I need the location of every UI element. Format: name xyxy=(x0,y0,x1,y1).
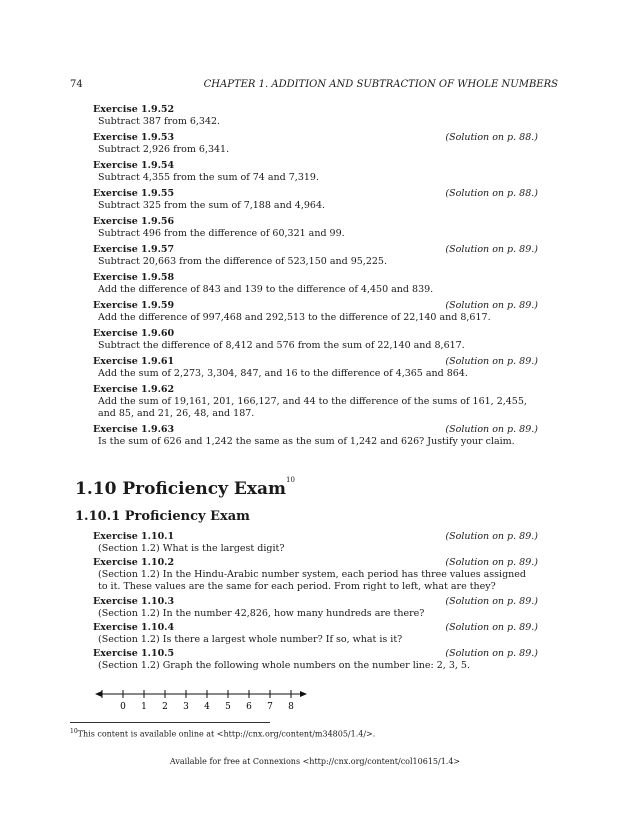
exercise-body: Add the sum of 19,161, 201, 166,127, and 44 to the difference of the sums of 161, 2,455, and 85, and 21, 26, 48, and 187. xyxy=(98,396,527,419)
exam-exercise-item xyxy=(93,596,538,620)
exercise-item xyxy=(93,132,538,156)
number-line-label: 7 xyxy=(267,702,273,712)
exam-exercise-item xyxy=(93,648,538,672)
exercise-item xyxy=(93,272,538,296)
exercise-item xyxy=(93,216,538,240)
exercise-item xyxy=(93,244,538,268)
footnote-marker[interactable]: 10 xyxy=(286,476,295,484)
exercise-body: (Section 1.2) Is there a largest whole number? If so, what is it? xyxy=(98,634,403,645)
number-line-label: 1 xyxy=(141,702,147,712)
solution-link[interactable]: (Solution on p. 89.) xyxy=(445,622,538,633)
exam-exercise-item xyxy=(93,557,538,593)
exercise-title: Exercise 1.10.5 xyxy=(93,648,175,659)
exercise-title: Exercise 1.9.57 xyxy=(93,244,175,255)
footnote xyxy=(70,728,375,739)
exercise-title: Exercise 1.9.54 xyxy=(93,160,175,171)
subsection-title: 1.10.1 Proficiency Exam xyxy=(75,509,250,524)
solution-link[interactable]: (Solution on p. 88.) xyxy=(445,188,538,199)
number-line-label: 8 xyxy=(288,702,294,712)
footnote-number: 10 xyxy=(70,728,78,735)
number-line-label: 3 xyxy=(183,702,189,712)
exercise-body: (Section 1.2) In the Hindu-Arabic number system, each period has three values assigned to it. These values are the same for each period. From right to left, what are they? xyxy=(98,569,526,592)
exercise-item xyxy=(93,384,538,420)
exercise-body: Subtract 325 from the sum of 7,188 and 4,964. xyxy=(98,200,326,211)
number-line xyxy=(93,686,313,712)
solution-link[interactable]: (Solution on p. 89.) xyxy=(445,300,538,311)
exercise-title: Exercise 1.9.53 xyxy=(93,132,175,143)
exercise-title: Exercise 1.9.63 xyxy=(93,424,175,435)
exercise-item xyxy=(93,356,538,380)
section-title xyxy=(75,476,295,499)
exercise-body: Subtract 2,926 from 6,341. xyxy=(98,144,230,155)
exercise-title: Exercise 1.10.1 xyxy=(93,531,175,542)
solution-link[interactable]: (Solution on p. 89.) xyxy=(445,557,538,568)
exercise-title: Exercise 1.10.2 xyxy=(93,557,175,568)
number-line-label: 0 xyxy=(120,702,126,712)
chapter-title: CHAPTER 1. ADDITION AND SUBTRACTION OF WHOLE NUMBERS xyxy=(203,79,558,90)
section-title-text: 1.10 Proficiency Exam xyxy=(75,479,286,499)
exercise-item xyxy=(93,160,538,184)
exercise-title: Exercise 1.9.59 xyxy=(93,300,175,311)
exercise-title: Exercise 1.9.52 xyxy=(93,104,175,115)
number-line-label: 2 xyxy=(162,702,168,712)
exercise-item xyxy=(93,188,538,212)
exercise-item xyxy=(93,300,538,324)
solution-link[interactable]: (Solution on p. 89.) xyxy=(445,356,538,367)
solution-link[interactable]: (Solution on p. 89.) xyxy=(445,596,538,607)
exercise-body: Add the difference of 997,468 and 292,513 to the difference of 22,140 and 8,617. xyxy=(98,312,491,323)
exercise-body: Add the difference of 843 and 139 to the difference of 4,450 and 839. xyxy=(98,284,434,295)
exercise-body: Subtract 4,355 from the sum of 74 and 7,319. xyxy=(98,172,319,183)
exam-exercise-item xyxy=(93,531,538,555)
left-arrow-icon xyxy=(95,691,102,697)
exercise-item xyxy=(93,424,538,448)
page-number: 74 xyxy=(70,79,83,90)
solution-link[interactable]: (Solution on p. 89.) xyxy=(445,424,538,435)
exercise-title: Exercise 1.9.58 xyxy=(93,272,175,283)
exercise-body: Is the sum of 626 and 1,242 the same as the sum of 1,242 and 626? Justify your claim. xyxy=(98,436,515,447)
exercise-title: Exercise 1.10.3 xyxy=(93,596,175,607)
exercise-title: Exercise 1.9.56 xyxy=(93,216,175,227)
solution-link[interactable]: (Solution on p. 88.) xyxy=(445,132,538,143)
exercise-item xyxy=(93,328,538,352)
exercise-body: Subtract 387 from 6,342. xyxy=(98,116,221,127)
exercise-body: Subtract 20,663 from the difference of 523,150 and 95,225. xyxy=(98,256,387,267)
right-arrow-icon xyxy=(300,691,307,697)
exercise-body: (Section 1.2) Graph the following whole numbers on the number line: 2, 3, 5. xyxy=(98,660,470,671)
exam-exercise-item xyxy=(93,622,538,646)
number-line-label: 6 xyxy=(246,702,252,712)
exercise-title: Exercise 1.9.55 xyxy=(93,188,175,199)
footnote-text: This content is available online at <http://cnx.org/content/m34805/1.4/>. xyxy=(77,729,376,739)
number-line-label: 5 xyxy=(225,702,231,712)
solution-link[interactable]: (Solution on p. 89.) xyxy=(445,531,538,542)
exercise-title: Exercise 1.9.61 xyxy=(93,356,175,367)
solution-link[interactable]: (Solution on p. 89.) xyxy=(445,648,538,659)
exercise-item xyxy=(93,104,538,128)
solution-link[interactable]: (Solution on p. 89.) xyxy=(445,244,538,255)
exercise-title: Exercise 1.9.60 xyxy=(93,328,175,339)
footnote-rule xyxy=(70,722,270,723)
exercise-body: (Section 1.2) What is the largest digit? xyxy=(98,543,285,554)
page-footer: Available for free at Connexions <http://cnx.org/content/col10615/1.4> xyxy=(169,757,461,766)
exercise-body: Subtract 496 from the difference of 60,321 and 99. xyxy=(98,228,345,239)
exercise-body: Add the sum of 2,273, 3,304, 847, and 16 to the difference of 4,365 and 864. xyxy=(98,368,468,379)
exercise-body: Subtract the difference of 8,412 and 576 from the sum of 22,140 and 8,617. xyxy=(98,340,465,351)
number-line-label: 4 xyxy=(204,702,210,712)
exercise-title: Exercise 1.10.4 xyxy=(93,622,175,633)
exercise-title: Exercise 1.9.62 xyxy=(93,384,175,395)
exercise-body: (Section 1.2) In the number 42,826, how many hundreds are there? xyxy=(98,608,425,619)
